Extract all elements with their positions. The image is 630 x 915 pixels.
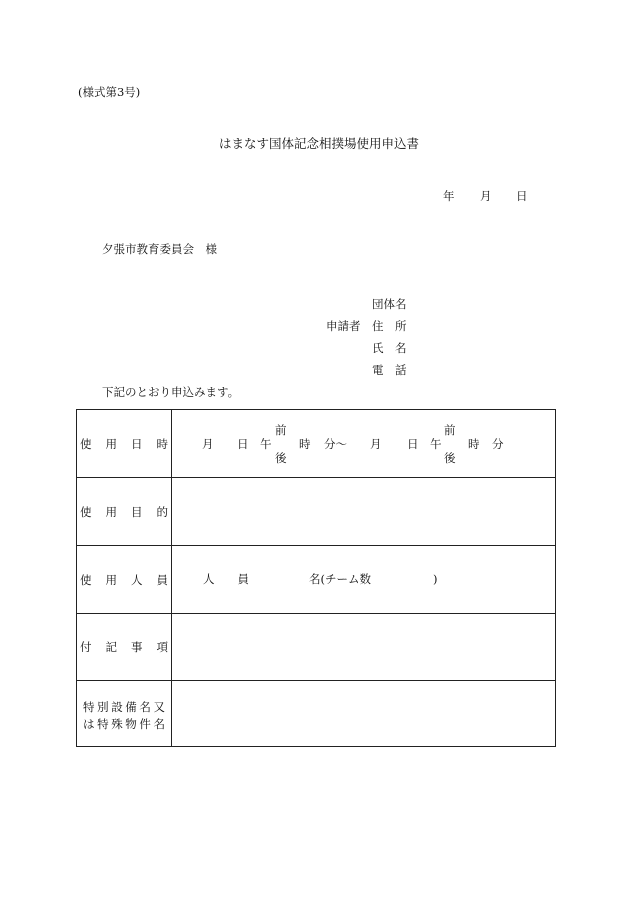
date-year: 年 xyxy=(443,189,455,203)
application-table xyxy=(76,409,556,747)
label-equipment-line1: 特別設備名又 xyxy=(83,700,167,714)
end-hour: 時 xyxy=(468,437,480,451)
end-month: 月 xyxy=(370,437,382,451)
end-noon: 午 xyxy=(430,437,442,451)
applicant-label: 申請者 xyxy=(326,319,361,333)
addressee: 夕張市教育委員会 様 xyxy=(102,242,217,256)
start-minute: 分〜 xyxy=(324,437,347,451)
label-usage-people: 使用人員 xyxy=(80,572,182,587)
start-pm: 後 xyxy=(275,451,287,465)
people-unit: 名(チーム数 xyxy=(309,572,371,586)
page-title: はまなす国体記念相撲場使用申込書 xyxy=(219,136,420,151)
form-number: (様式第3号) xyxy=(78,85,141,99)
end-minute: 分 xyxy=(492,437,504,451)
intro-text: 下記のとおり申込みます。 xyxy=(102,385,240,399)
cell-special-equipment[interactable] xyxy=(172,681,555,746)
row-usage-purpose xyxy=(77,477,555,545)
start-day: 日 xyxy=(237,437,249,451)
cell-usage-people[interactable] xyxy=(172,546,555,613)
row-special-equipment xyxy=(77,680,555,746)
people-close-paren: ) xyxy=(433,572,438,586)
end-pm: 後 xyxy=(444,451,456,465)
applicant-phone: 電 話 xyxy=(372,363,407,377)
cell-usage-purpose[interactable] xyxy=(172,478,555,545)
cell-notes[interactable] xyxy=(172,614,555,680)
applicant-name: 氏 名 xyxy=(372,341,407,355)
date-month: 月 xyxy=(480,189,492,203)
people-count-label: 人 員 xyxy=(203,572,249,586)
date-day: 日 xyxy=(516,189,528,203)
start-noon: 午 xyxy=(260,437,272,451)
end-am: 前 xyxy=(444,423,456,437)
label-usage-datetime: 使用日時 xyxy=(80,436,182,451)
end-day: 日 xyxy=(407,437,419,451)
start-hour: 時 xyxy=(299,437,311,451)
row-usage-datetime xyxy=(77,410,555,477)
applicant-group-name: 団体名 xyxy=(372,297,407,311)
label-usage-purpose: 使用目的 xyxy=(80,504,182,519)
label-notes: 付記事項 xyxy=(80,640,182,654)
row-usage-people xyxy=(77,545,555,613)
label-equipment-line2: は特殊物件名 xyxy=(83,717,167,731)
start-month: 月 xyxy=(202,437,214,451)
applicant-address: 住 所 xyxy=(372,319,407,333)
row-notes xyxy=(77,613,555,680)
cell-usage-datetime[interactable] xyxy=(172,410,555,477)
start-am: 前 xyxy=(275,423,287,437)
